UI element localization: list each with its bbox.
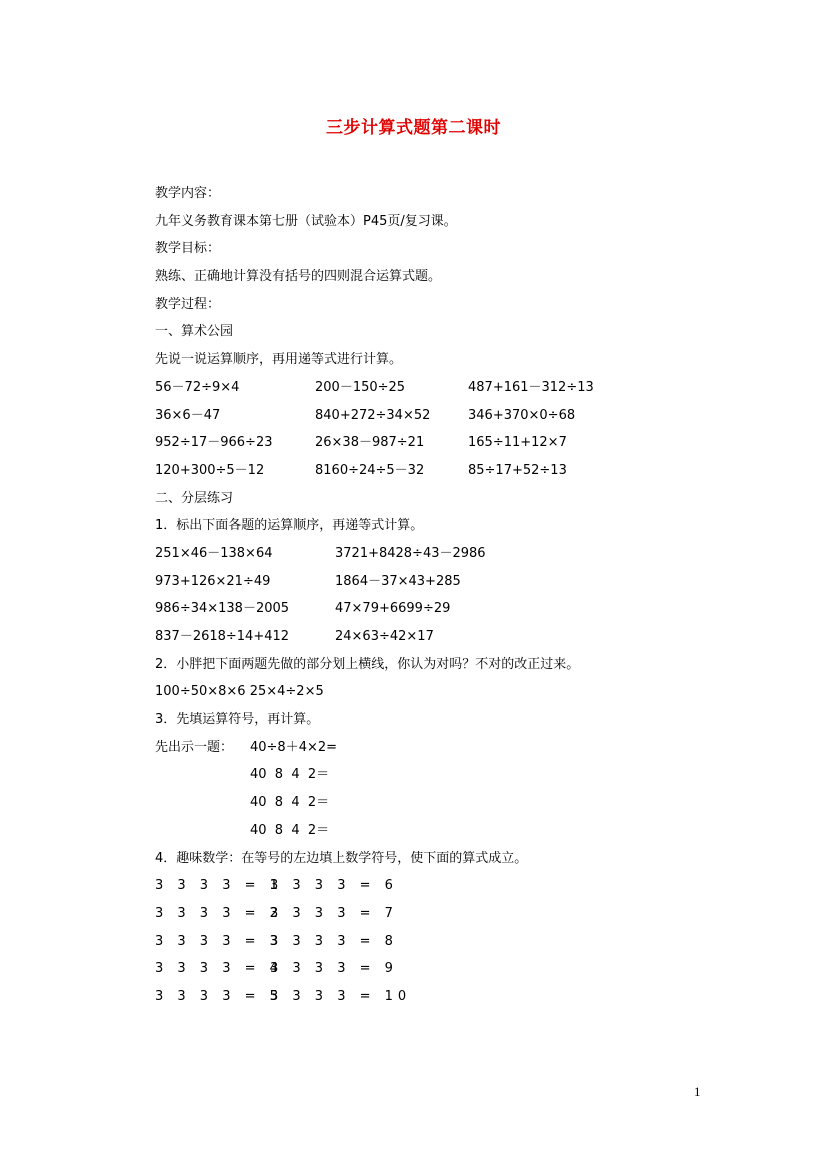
expression: 24×63÷42×17: [335, 629, 434, 644]
expression: 1864－37×43+285: [335, 573, 461, 589]
expression: 120+300÷5－12: [155, 462, 265, 478]
section1-row: [155, 402, 755, 430]
section2-heading-text: 二、分层练习: [155, 490, 234, 506]
q2-expression-value: 100÷50×8×6 25×4÷2×5: [155, 684, 324, 700]
process-heading-text: 教学过程：: [155, 296, 221, 312]
puzzle-equation: 3 3 3 3 = 8: [270, 933, 398, 949]
section1-instruction-text: 先说一说运算顺序，再用递等式进行计算。: [155, 352, 403, 368]
puzzle-equation: 3 3 3 3 = 7: [270, 905, 398, 921]
goal-heading: [155, 235, 755, 263]
q2-expression: [155, 678, 755, 706]
q1-row: [155, 568, 755, 596]
expression: 47×79+6699÷29: [335, 601, 451, 617]
process-heading: [155, 291, 755, 319]
section2-heading: [155, 485, 755, 513]
expression: 973+126×21÷49: [155, 573, 271, 589]
q1-row: [155, 623, 755, 651]
expression: 840+272÷34×52: [315, 407, 431, 423]
expression: 26×38－987÷21: [315, 435, 425, 451]
q3-blank-row: [155, 817, 755, 845]
fill-in-expression: 40 8 4 2＝: [250, 767, 330, 783]
q4-row: [155, 928, 755, 956]
expression: 165÷11+12×7: [468, 435, 567, 451]
fill-in-expression: 40 8 4 2＝: [250, 822, 330, 838]
fill-in-expression: 40 8 4 2＝: [250, 795, 330, 811]
q4-row: [155, 872, 755, 900]
q4-text-value: 4．趣味数学：在等号的左边填上数学符号，使下面的算式成立。: [155, 850, 528, 866]
document-body: [155, 180, 755, 1011]
q4-row: [155, 983, 755, 1011]
puzzle-equation: 3 3 3 3 = 4: [155, 961, 283, 977]
section1-row: [155, 429, 755, 457]
q1-text: [155, 512, 755, 540]
puzzle-equation: 3 3 3 3 = 10: [270, 988, 412, 1004]
q3-text: [155, 706, 755, 734]
q1-row: [155, 595, 755, 623]
goal-text: [155, 263, 755, 291]
expression: 40÷8＋4×2=: [250, 739, 338, 755]
expression: 251×46－138×64: [155, 545, 273, 561]
q4-text: [155, 845, 755, 873]
puzzle-equation: 3 3 3 3 = 1: [155, 878, 283, 894]
expression: 3721+8428÷43－2986: [335, 545, 486, 561]
expression: 36×6－47: [155, 407, 221, 423]
expression: 200－150÷25: [315, 379, 406, 395]
page-number: 1: [694, 1084, 701, 1099]
page-title: 三步计算式题第二课时: [326, 118, 501, 138]
q4-row: [155, 955, 755, 983]
goal-heading-text: 教学目标：: [155, 241, 221, 257]
section1-row: [155, 457, 755, 485]
puzzle-equation: 3 3 3 3 = 6: [270, 878, 398, 894]
q3-first: [155, 734, 755, 762]
puzzle-equation: 3 3 3 3 = 3: [155, 933, 283, 949]
expression: 56－72÷9×4: [155, 379, 240, 395]
q1-row: [155, 540, 755, 568]
section1-instruction: [155, 346, 755, 374]
expression: 8160÷24÷5－32: [315, 462, 425, 478]
expression: 837－2618÷14+412: [155, 629, 290, 644]
expression: 986÷34×138－2005: [155, 601, 290, 617]
expression: 85÷17+52÷13: [468, 462, 567, 478]
q4-row: [155, 900, 755, 928]
section1-heading-text: 一、算术公园: [155, 324, 234, 340]
puzzle-equation: 3 3 3 3 = 5: [155, 988, 283, 1004]
q3-blank-row: [155, 761, 755, 789]
expression: 487+161－312÷13: [468, 379, 594, 395]
section1-row: [155, 374, 755, 402]
content-text-value: 九年义务教育课本第七册（试验本）P45页/复习课。: [155, 213, 457, 229]
content-heading-text: 教学内容：: [155, 186, 221, 201]
q2-text: [155, 651, 755, 679]
q1-text-value: 1．标出下面各题的运算顺序，再递等式计算。: [155, 518, 424, 534]
content-text: [155, 208, 755, 236]
puzzle-equation: 3 3 3 3 = 2: [155, 905, 283, 921]
expression: 346+370×0÷68: [468, 407, 576, 423]
expression: 952÷17－966÷23: [155, 435, 273, 451]
section1-heading: [155, 318, 755, 346]
goal-text-value: 熟练、正确地计算没有括号的四则混合运算式题。: [155, 269, 442, 285]
puzzle-equation: 3 3 3 3 = 9: [270, 961, 398, 977]
q3-text-value: 3．先填运算符号，再计算。: [155, 712, 320, 728]
content-heading: [155, 180, 755, 208]
q2-text-value: 2．小胖把下面两题先做的部分划上横线，你认为对吗？不对的改正过来。: [155, 656, 580, 672]
q3-label: 先出示一题：: [155, 739, 234, 755]
q3-blank-row: [155, 789, 755, 817]
